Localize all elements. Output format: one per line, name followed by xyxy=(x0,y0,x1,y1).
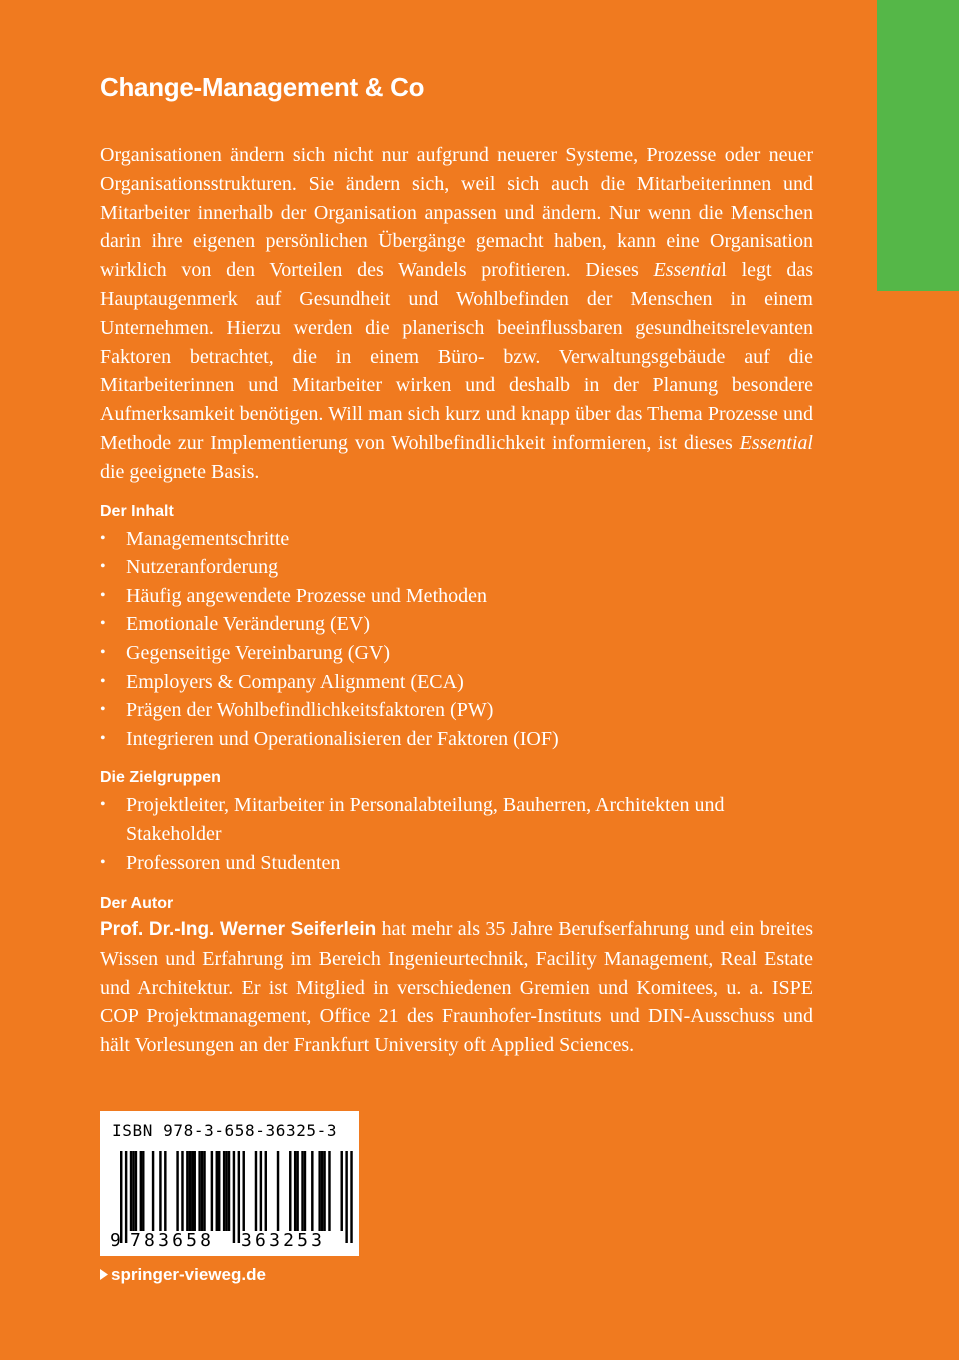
list-item: • Projektleiter, Mitarbeiter in Personalabteilung, Bauherren, Architekten und Stakeholder xyxy=(100,791,813,848)
barcode-bar xyxy=(191,1151,193,1231)
barcode-bar xyxy=(311,1151,313,1231)
barcode-bar xyxy=(323,1151,325,1231)
list-item: • Häufig angewendete Prozesse und Methoden xyxy=(100,582,813,611)
barcode-bar xyxy=(140,1151,142,1231)
barcode-bar xyxy=(294,1151,296,1231)
barcode-bar xyxy=(260,1151,262,1231)
barcode-bar xyxy=(296,1151,298,1231)
barcode-bar xyxy=(194,1151,196,1231)
barcode-bar xyxy=(216,1151,218,1231)
barcode-bar xyxy=(289,1151,291,1231)
barcode-bar xyxy=(201,1151,203,1231)
description-text-2: l legt das Hauptaugenmerk auf Gesundheit und Wohlbefinden der Menschen in einem Unternehmen. Hierzu werden die planerisch beeinflussbaren gesundheitsrelevanten Faktoren betrachtet, die in einem Büro- bzw. Verwaltungsgebäude auf die Mitarbeiterinnen und Mitarbeiter wirken und deshalb in der Planung besondere Aufmerksamkeit benötigen. Will man sich kurz und knapp über das Thema Prozesse und Methode zur Implementierung von Wohlbefindlichkeit informieren, ist dieses xyxy=(100,259,813,454)
description-text-1: Organisationen ändern sich nicht nur aufgrund neuerer Systeme, Prozesse oder neuer Organisationsstrukturen. Sie ändern sich, weil sich auch die Mitarbeiterinnen und Mitarbeiter innerhalb der Organisation anpassen und ändern. Nur wenn die Menschen darin ihre eigenen persönlichen Übergänge gemacht haben, kann eine Organisation wirklich von den Vorteilen des Wandels profitieren. Dieses xyxy=(100,144,813,282)
audience-heading: Die Zielgruppen xyxy=(100,769,221,787)
description-text-3: die geeignete Basis. xyxy=(100,460,260,483)
back-cover-content xyxy=(100,72,813,1060)
barcode-bar xyxy=(135,1151,137,1231)
barcode-bar xyxy=(301,1151,303,1231)
green-color-tab xyxy=(877,0,959,291)
contents-heading: Der Inhalt xyxy=(100,502,174,520)
isbn-barcode xyxy=(100,1111,359,1256)
barcode-bar xyxy=(243,1151,245,1231)
barcode-bar xyxy=(255,1151,257,1231)
barcode-bar xyxy=(125,1151,127,1243)
barcode-bar xyxy=(181,1151,183,1231)
list-item: • Emotionale Veränderung (EV) xyxy=(100,610,813,639)
website-link[interactable] xyxy=(100,1265,266,1285)
barcode-bar xyxy=(164,1151,166,1231)
barcode-bar xyxy=(265,1151,267,1231)
author-name: Prof. Dr.-Ing. Werner Seiferlein xyxy=(100,919,377,941)
barcode-bar xyxy=(328,1151,330,1231)
audience-list xyxy=(100,791,813,877)
barcode-bar xyxy=(223,1151,225,1231)
barcode-bar xyxy=(176,1151,178,1231)
barcode-bar xyxy=(211,1151,213,1231)
page-title: Change-Management & Co xyxy=(100,72,425,102)
list-item: • Integrieren und Operationalisieren der Faktoren (IOF) xyxy=(100,725,813,754)
author-bio-text: hat mehr als 35 Jahre Berufserfahrung und ein breites Wissen und Erfahrung im Bereich Ingenieurtechnik, Facility Management, Real Estate und Architektur. Er ist Mitglied in verschiedenen Gremien und Komitees, u. a. ISPE COP Projektmanagement, Office 21 des Fraunhofer-Instituts und DIN-Ausschuss und hält Vorlesungen an der Frankfurt University oft Applied Sciences. xyxy=(100,918,813,1057)
barcode-bar xyxy=(159,1151,161,1231)
barcode-bar xyxy=(189,1151,191,1231)
ean-left-group: 783658 xyxy=(130,1230,215,1251)
description-italic-2: Essential xyxy=(739,431,813,454)
website-url: springer-vieweg.de xyxy=(111,1265,266,1284)
list-item: • Nutzeranforderung xyxy=(100,553,813,582)
barcode-bar xyxy=(350,1151,352,1243)
barcode-bar xyxy=(345,1151,347,1243)
barcode-bar xyxy=(142,1151,144,1231)
barcode-bar xyxy=(225,1151,227,1231)
description-paragraph xyxy=(100,141,813,487)
barcode-bar xyxy=(186,1151,188,1231)
list-item: • Prägen der Wohlbefindlichkeitsfaktoren (PW) xyxy=(100,696,813,725)
barcode-bar xyxy=(203,1151,205,1231)
author-heading: Der Autor xyxy=(100,895,174,913)
barcode-bar xyxy=(130,1151,132,1231)
barcode-bar xyxy=(152,1151,154,1231)
description-italic-1: Essentia xyxy=(653,259,722,282)
ean-right-group: 363253 xyxy=(241,1230,326,1251)
barcode-bar xyxy=(341,1151,343,1231)
ean-first-digit: 9 xyxy=(110,1230,121,1251)
barcode-bar xyxy=(233,1151,235,1243)
barcode-bar xyxy=(321,1151,323,1231)
triangle-right-icon xyxy=(100,1265,108,1285)
list-item: • Professoren und Studenten xyxy=(100,849,813,878)
barcode-bar xyxy=(304,1151,306,1231)
author-bio xyxy=(100,915,813,1060)
barcode-bar xyxy=(218,1151,220,1231)
list-item: • Gegenseitige Vereinbarung (GV) xyxy=(100,639,813,668)
contents-list xyxy=(100,525,813,754)
barcode-bar xyxy=(277,1151,279,1231)
barcode-bar xyxy=(238,1151,240,1243)
list-item: • Managementschritte xyxy=(100,525,813,554)
list-item: • Employers & Company Alignment (ECA) xyxy=(100,668,813,697)
barcode-bar xyxy=(318,1151,320,1231)
barcode-bar xyxy=(228,1151,230,1231)
barcode-bar xyxy=(198,1151,200,1231)
isbn-label: ISBN 978-3-658-36325-3 xyxy=(112,1121,338,1140)
barcode-bar xyxy=(132,1151,134,1231)
